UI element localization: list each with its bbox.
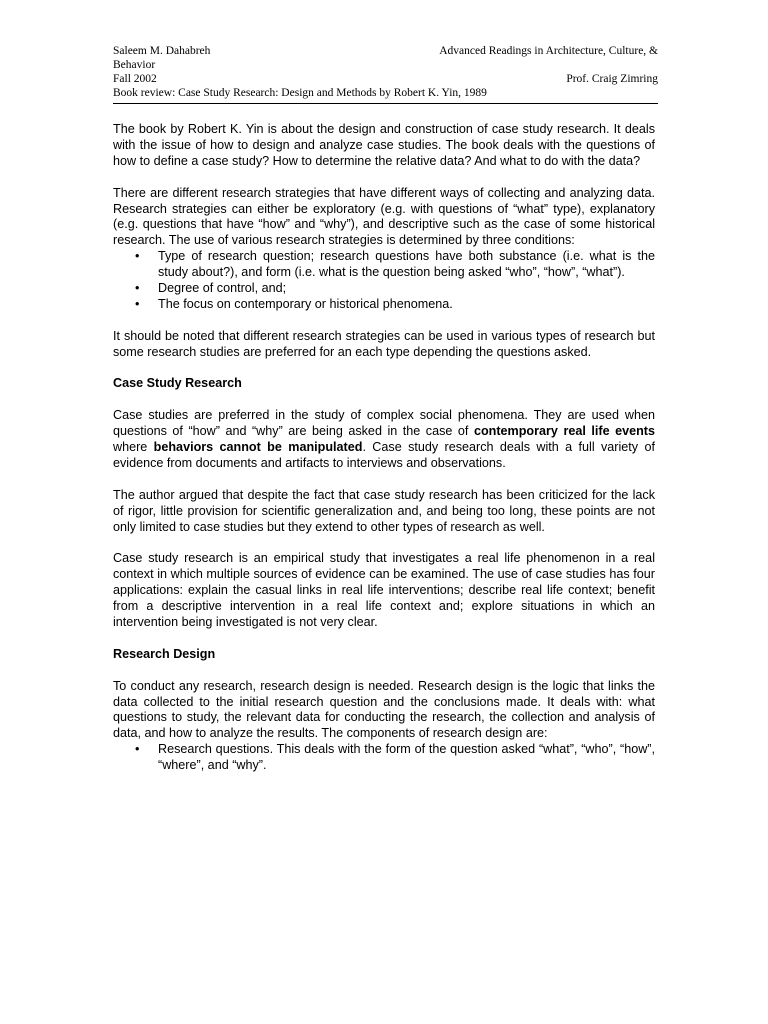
list-item: • Type of research question; research questions have both substance (i.e. what is the study about?), and form (i.e. what is the question being asked “who”, “how”, “what”). xyxy=(113,249,655,281)
header-author: Saleem M. Dahabreh xyxy=(113,45,211,57)
document-body xyxy=(113,122,655,790)
components-list xyxy=(113,742,655,774)
list-item: • The focus on contemporary or historical phenomena. xyxy=(113,297,655,313)
intro-paragraph-3: It should be noted that different research strategies can be used in various types of research but some research studies are preferred for an each type depending the questions asked. xyxy=(113,328,655,359)
text-run: Case studies are preferred in the study of complex social phenomena. They are used when questions of “how” and “why” are being asked in the case of xyxy=(113,408,655,439)
page-header xyxy=(113,44,658,100)
intro-paragraph-1: The book by Robert K. Yin is about the design and construction of case study research. It deals with the issue of how to design and analyze case studies. The book deals with the questions of how to define a case study? How to determine the relative data? And what to do with the data? xyxy=(113,122,655,168)
conditions-list xyxy=(113,249,655,313)
case-study-paragraph-3: Case study research is an empirical study that investigates a real life phenomenon in a real context in which multiple sources of evidence can be examined. The use of case studies has four applications: explain the casual links in real life interventions; describe real life context; benefit from a descriptive intervention in a real life context and; explore situations in which an intervention being investigated is not very clear. xyxy=(113,551,655,629)
text-run: where xyxy=(113,440,154,455)
header-course: Advanced Readings in Architecture, Culture, & xyxy=(439,45,658,57)
section-heading-case-study: Case Study Research xyxy=(113,376,242,391)
text-run: . Case study research deals with a full variety of evidence from documents and artifacts to interviews and observations. xyxy=(113,440,655,470)
emphasis-text: behaviors cannot be manipulated xyxy=(153,440,363,455)
header-professor: Prof. Craig Zimring xyxy=(566,73,658,85)
emphasis-text: contemporary real life events xyxy=(473,424,655,439)
header-divider xyxy=(113,103,658,104)
case-study-paragraph-2: The author argued that despite the fact that case study research has been criticized for the lack of rigor, little provision for scientific generalization and, and being too long, these points are not only limited to case studies but they extend to other types of research as well. xyxy=(113,487,655,534)
header-review-title: Book review: Case Study Research: Design and Methods by Robert K. Yin, 1989 xyxy=(113,87,487,99)
header-term: Fall 2002 xyxy=(113,73,157,85)
intro-paragraph-2: There are different research strategies that have different ways of collecting and analyzing data. Research strategies can either be exploratory (e.g. with questions of “what” type), explanatory (e.g. questions that have “how” and “why”), and descriptive such as the case of some historical research. The use of various research strategies is determined by three conditions: xyxy=(113,185,655,248)
section-heading-research-design: Research Design xyxy=(113,646,216,661)
research-design-paragraph-1: To conduct any research, research design is needed. Research design is the logic that links the data collected to the initial research question and the conclusions made. It deals with: what questions to study, the relevant data for conducting the research, the collection and analysis of data, and how to analyze the results. The components of research design are: xyxy=(113,678,655,741)
header-course-continued: Behavior xyxy=(113,59,156,71)
case-study-paragraph-1 xyxy=(113,408,655,472)
list-item: • Research questions. This deals with the form of the question asked “what”, “who”, “how”, “where”, and “why”. xyxy=(113,742,655,774)
list-item: • Degree of control, and; xyxy=(113,281,655,297)
